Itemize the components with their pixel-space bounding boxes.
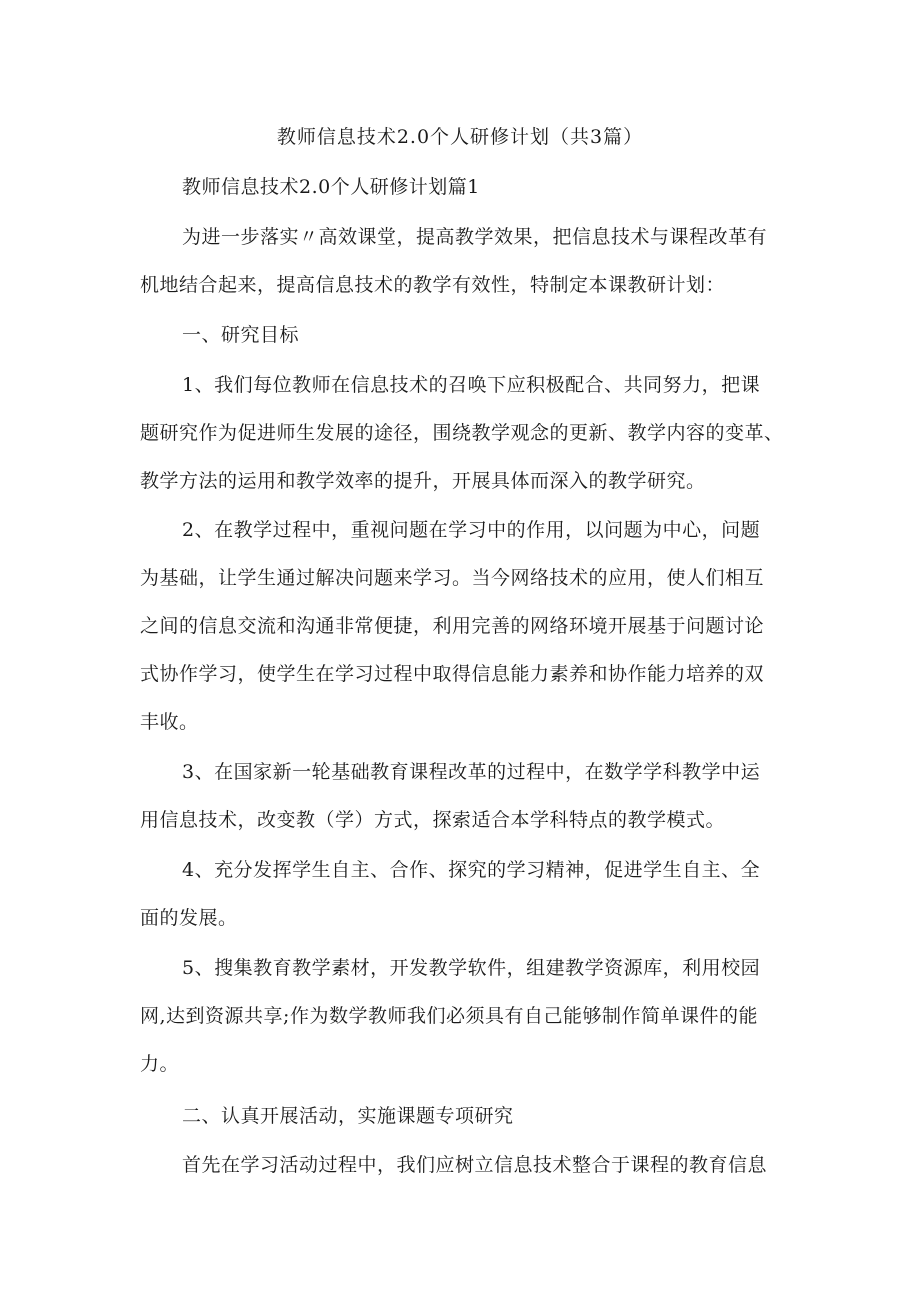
paragraph-line: 4、充分发挥学生自主、合作、探究的学习精神，促进学生自主、全 [182, 859, 761, 881]
paragraph-line: 3、在国家新一轮基础教育课程改革的过程中，在数学学科教学中运 [182, 761, 761, 783]
paragraph-line: 面的发展。 [140, 907, 238, 929]
section-heading: 一、研究目标 [182, 324, 300, 346]
paragraph-line: 机地结合起来，提高信息技术的教学有效性，特制定本课教研计划： [140, 274, 726, 296]
paragraph-line: 为进一步落实〃高效课堂，提高教学效果，把信息技术与课程改革有 [182, 226, 768, 248]
section-heading: 二、认真开展活动，实施课题专项研究 [182, 1105, 514, 1127]
document-title: 教师信息技术2.0个人研修计划（共3篇） [276, 126, 644, 148]
paragraph-line: 2、在教学过程中，重视问题在学习中的作用，以问题为中心，问题 [182, 519, 761, 541]
paragraph-line: 首先在学习活动过程中，我们应树立信息技术整合于课程的教育信息 [182, 1154, 768, 1176]
paragraph-line: 题研究作为促进师生发展的途径，围绕教学观念的更新、教学内容的变革、 [140, 422, 784, 444]
paragraph-line: 为基础，让学生通过解决问题来学习。当今网络技术的应用，使人们相互 [140, 567, 765, 589]
paragraph-line: 网,达到资源共享;作为数学教师我们必须具有自己能够制作简单课件的能 [140, 1005, 758, 1027]
section-subtitle: 教师信息技术2.0个人研修计划篇1 [182, 176, 480, 198]
paragraph-line: 力。 [140, 1053, 180, 1075]
paragraph-line: 丰收。 [140, 711, 199, 733]
paragraph-line: 1、我们每位教师在信息技术的召唤下应积极配合、共同努力，把课 [182, 374, 761, 396]
paragraph-line: 用信息技术，改变教（学）方式，探索适合本学科特点的教学模式。 [140, 809, 726, 831]
paragraph-line: 5、搜集教育教学素材，开发教学软件，组建教学资源库，利用校园 [182, 957, 761, 979]
paragraph-line: 教学方法的运用和教学效率的提升，开展具体而深入的教学研究。 [140, 470, 706, 492]
paragraph-line: 式协作学习，使学生在学习过程中取得信息能力素养和协作能力培养的双 [140, 663, 765, 685]
paragraph-line: 之间的信息交流和沟通非常便捷，利用完善的网络环境开展基于问题讨论 [140, 615, 765, 637]
